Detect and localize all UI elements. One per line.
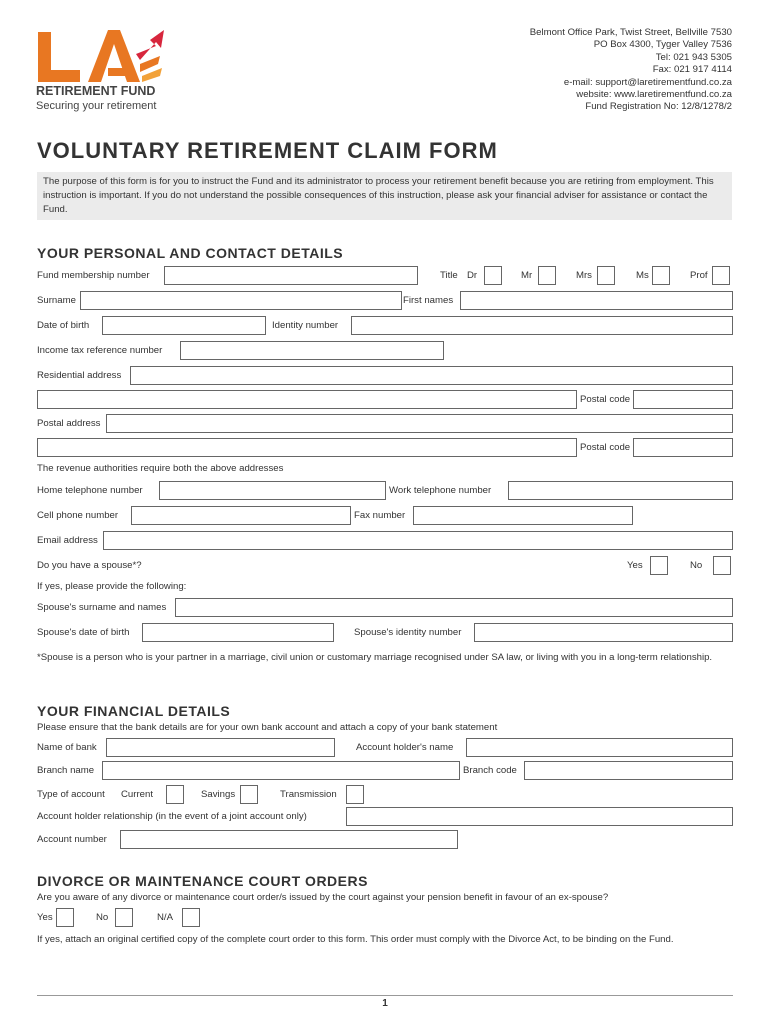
spouse-yes-label: Yes <box>627 560 643 571</box>
spouse-name-input[interactable] <box>175 598 733 617</box>
spouse-id-label: Spouse's identity number <box>354 627 462 638</box>
surname-label: Surname <box>37 295 76 306</box>
account-savings-checkbox[interactable] <box>240 785 258 804</box>
relationship-input[interactable] <box>346 807 733 826</box>
title-prof-checkbox[interactable] <box>712 266 730 285</box>
spouse-id-input[interactable] <box>474 623 733 642</box>
bank-name-input[interactable] <box>106 738 335 757</box>
account-number-label: Account number <box>37 834 107 845</box>
divorce-yes-checkbox[interactable] <box>56 908 74 927</box>
spouse-name-label: Spouse's surname and names <box>37 602 167 613</box>
footer-divider <box>37 995 733 996</box>
spouse-no-label: No <box>690 560 703 571</box>
home-tel-input[interactable] <box>159 481 386 500</box>
revenue-note: The revenue authorities require both the above addresses <box>37 463 284 474</box>
fax-input[interactable] <box>413 506 633 525</box>
title-dr-checkbox[interactable] <box>484 266 502 285</box>
title-option-label: Prof <box>690 270 708 281</box>
postal-address-label: Postal address <box>37 418 101 429</box>
branch-code-label: Branch code <box>463 765 517 776</box>
intro-banner: The purpose of this form is for you to instruct the Fund and its administrator to process your retirement benefit because you are retiring from employment. This instruction is important. If you do not understand the possible consequences of this instruction, please ask your financial adviser for assistance or contact the Fund. <box>37 172 732 220</box>
spouse-yes-checkbox[interactable] <box>650 556 668 575</box>
address-line: Fund Registration No: 12/8/1278/2 <box>585 101 732 113</box>
section-heading-personal: YOUR PERSONAL AND CONTACT DETAILS <box>37 245 344 261</box>
account-type-label: Type of account <box>37 789 105 800</box>
divorce-option-label: No <box>96 912 109 923</box>
divorce-note: If yes, attach an original certified copy of the complete court order to this form. This order must comply with the Divorce Act, to be binding on the Fund. <box>37 934 674 945</box>
postal-code-label: Postal code <box>580 442 631 453</box>
account-transmission-checkbox[interactable] <box>346 785 364 804</box>
spouse-dob-label: Spouse's date of birth <box>37 627 130 638</box>
account-number-input[interactable] <box>120 830 458 849</box>
title-option-label: Mr <box>521 270 533 281</box>
tax-ref-label: Income tax reference number <box>37 345 163 356</box>
page-number: 1 <box>382 998 388 1009</box>
account-type-option-label: Savings <box>201 789 236 800</box>
if-yes-note: If yes, please provide the following: <box>37 581 187 592</box>
work-tel-input[interactable] <box>508 481 733 500</box>
address-line: e-mail: support@laretirementfund.co.za <box>563 76 732 88</box>
section-heading-divorce: DIVORCE OR MAINTENANCE COURT ORDERS <box>37 873 368 889</box>
fax-label: Fax number <box>354 510 406 521</box>
address-line: PO Box 4300, Tyger Valley 7536 <box>593 39 732 51</box>
account-type-option-label: Current <box>121 789 153 800</box>
divorce-option-label: Yes <box>37 912 53 923</box>
title-option-label: Dr <box>467 270 478 281</box>
fund-membership-input[interactable] <box>164 266 418 285</box>
title-mrs-checkbox[interactable] <box>597 266 615 285</box>
email-input[interactable] <box>103 531 733 550</box>
first-names-label: First names <box>403 295 454 306</box>
branch-name-label: Branch name <box>37 765 95 776</box>
spouse-dob-input[interactable] <box>142 623 334 642</box>
holder-name-label: Account holder's name <box>356 742 454 753</box>
fund-membership-label: Fund membership number <box>37 270 150 281</box>
section-heading-financial: YOUR FINANCIAL DETAILS <box>37 703 231 719</box>
postal-postal-code-input[interactable] <box>633 438 733 457</box>
branch-name-input[interactable] <box>102 761 460 780</box>
title-option-label: Ms <box>636 270 649 281</box>
address-line: website: www.laretirementfund.co.za <box>576 89 732 101</box>
residential-postal-code-input[interactable] <box>633 390 733 409</box>
address-line: Tel: 021 943 5305 <box>655 51 732 63</box>
id-number-label: Identity number <box>272 320 339 331</box>
title-label: Title <box>440 270 458 281</box>
account-type-option-label: Transmission <box>280 789 337 800</box>
dob-label: Date of birth <box>37 320 90 331</box>
bank-name-label: Name of bank <box>37 742 97 753</box>
cell-label: Cell phone number <box>37 510 119 521</box>
relationship-label: Account holder relationship (in the event of a joint account only) <box>37 811 307 822</box>
logo-name: RETIREMENT FUND <box>36 84 156 98</box>
spouse-question: Do you have a spouse*? <box>37 560 142 571</box>
residential-address-line2-input[interactable] <box>37 390 577 409</box>
tax-ref-input[interactable] <box>180 341 444 360</box>
address-line: Fax: 021 917 4114 <box>652 64 732 76</box>
page-title: VOLUNTARY RETIREMENT CLAIM FORM <box>37 138 498 163</box>
branch-code-input[interactable] <box>524 761 733 780</box>
financial-note: Please ensure that the bank details are for your own bank account and attach a copy of your bank statement <box>37 722 498 733</box>
dob-input[interactable] <box>102 316 266 335</box>
email-label: Email address <box>37 535 98 546</box>
postal-address-input[interactable] <box>106 414 733 433</box>
logo <box>36 24 176 116</box>
divorce-question: Are you aware of any divorce or maintenance court order/s issued by the court against your pension benefit in favour of an ex-spouse? <box>37 892 609 903</box>
logo-mark-icon <box>36 24 176 86</box>
title-option-label: Mrs <box>576 270 592 281</box>
work-tel-label: Work telephone number <box>389 485 492 496</box>
address-line: Belmont Office Park, Twist Street, Bellville 7530 <box>529 27 732 38</box>
holder-name-input[interactable] <box>466 738 733 757</box>
id-number-input[interactable] <box>351 316 733 335</box>
spouse-definition-note: *Spouse is a person who is your partner in a marriage, civil union or customary marriage recognised under SA law, or living with you in a long-term relationship. <box>37 652 713 663</box>
title-mr-checkbox[interactable] <box>538 266 556 285</box>
postal-code-label: Postal code <box>580 394 631 405</box>
divorce-no-checkbox[interactable] <box>115 908 133 927</box>
title-ms-checkbox[interactable] <box>652 266 670 285</box>
residential-address-input[interactable] <box>130 366 733 385</box>
postal-address-line2-input[interactable] <box>37 438 577 457</box>
residential-address-label: Residential address <box>37 370 122 381</box>
first-names-input[interactable] <box>460 291 733 310</box>
spouse-no-checkbox[interactable] <box>713 556 731 575</box>
cell-input[interactable] <box>131 506 351 525</box>
surname-input[interactable] <box>80 291 402 310</box>
tagline: Securing your retirement <box>36 100 157 112</box>
contact-address-block <box>530 27 732 114</box>
account-current-checkbox[interactable] <box>166 785 184 804</box>
divorce-na-checkbox[interactable] <box>182 908 200 927</box>
home-tel-label: Home telephone number <box>37 485 143 496</box>
divorce-option-label: N/A <box>157 912 173 923</box>
